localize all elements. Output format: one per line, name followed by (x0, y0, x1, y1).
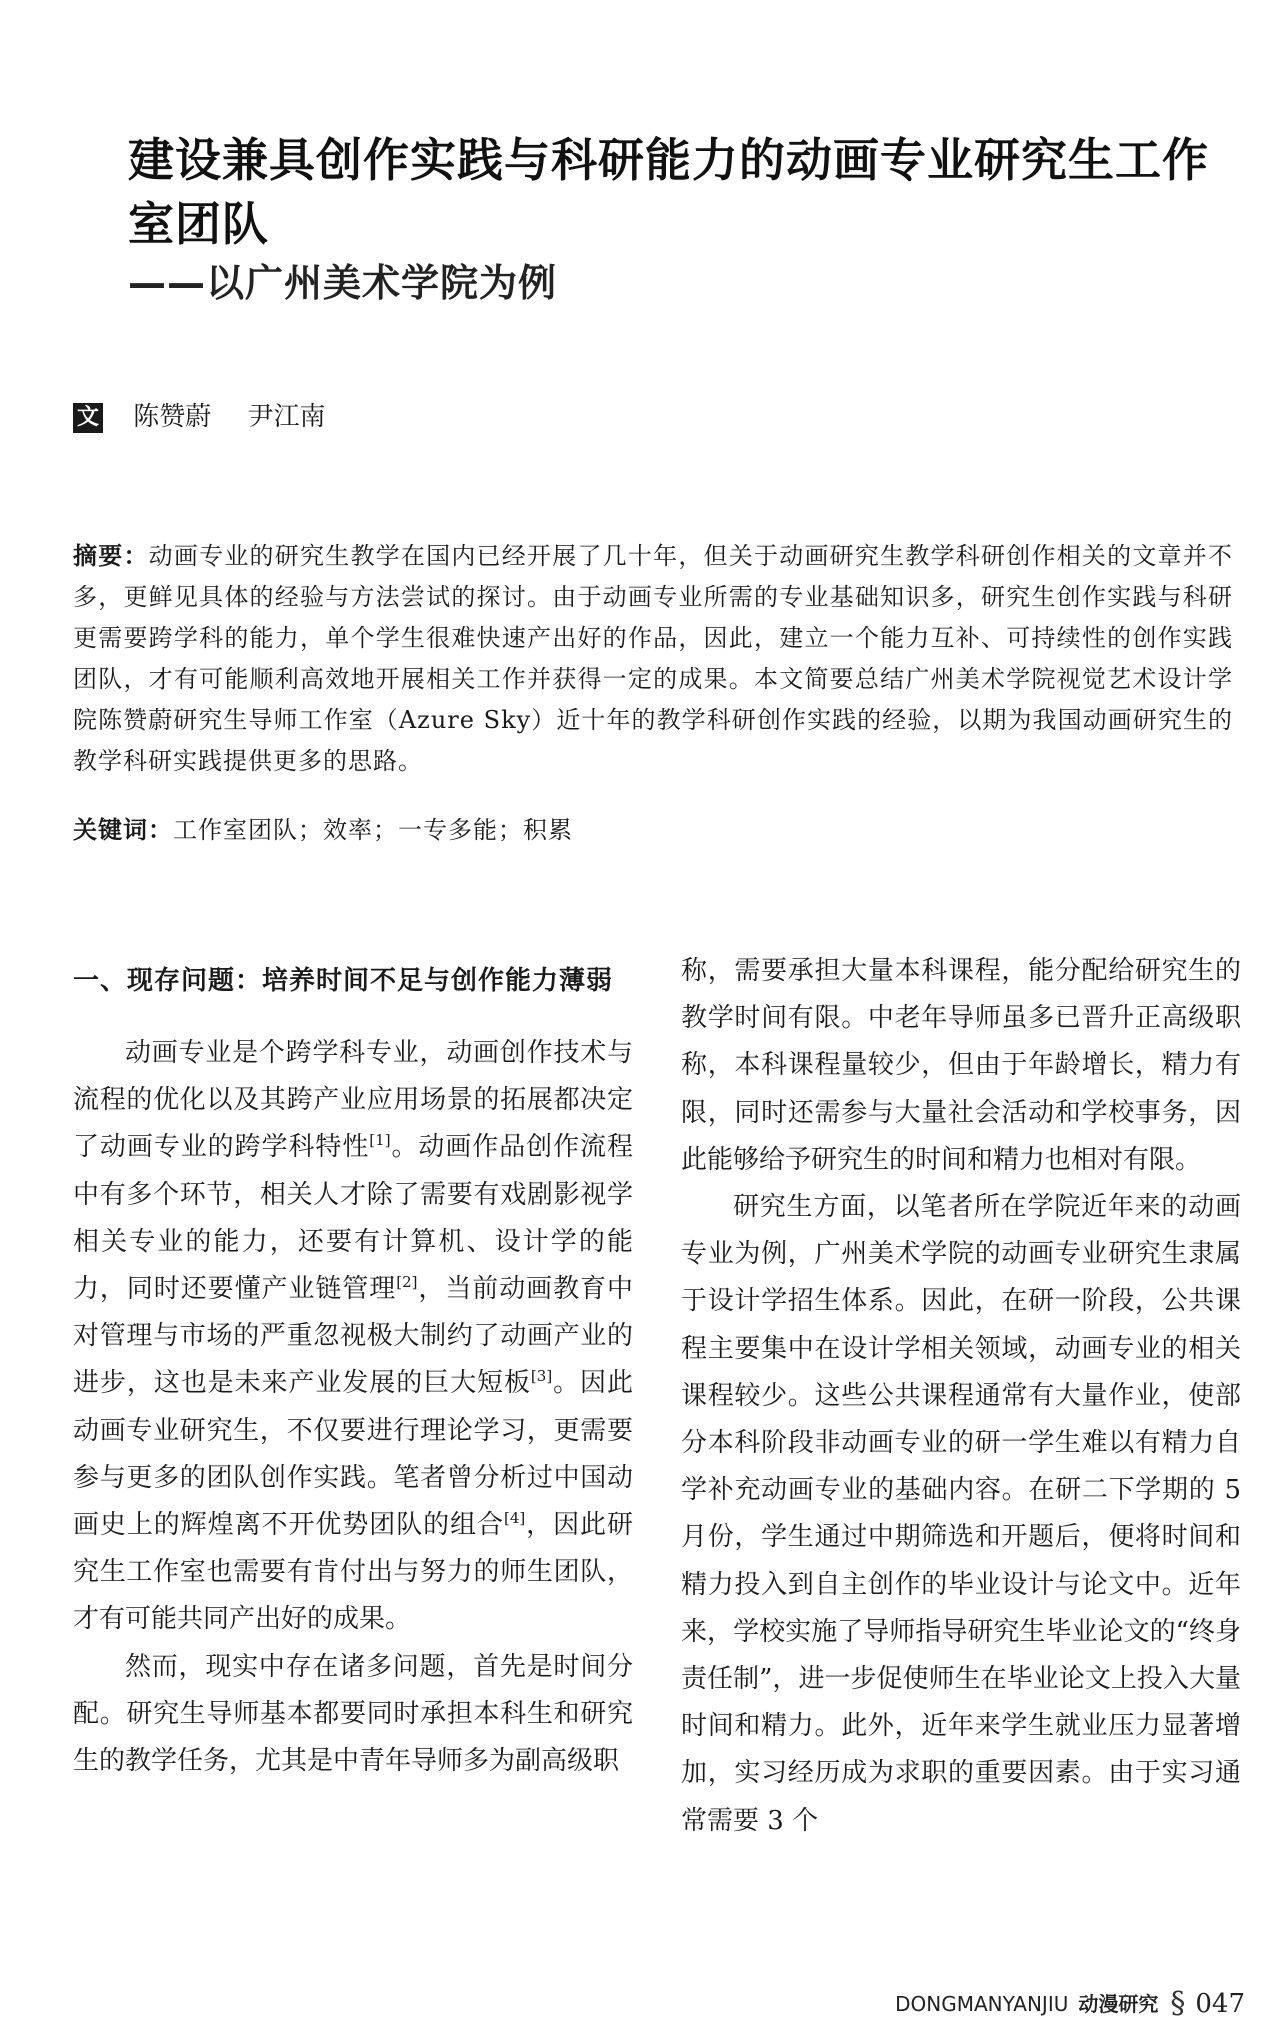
body-paragraph: 研究生方面，以笔者所在学院近年来的动画专业为例，广州美术学院的动画专业研究生隶属于设计学招生体系。因此，在研一阶段，公共课程主要集中在设计学相关领域，动画专业的相关课程较少。这些公共课程通常有大量作业，使部分本科阶段非动画专业的研一学生难以有精力自学补充动画专业的基础内容。在研二下学期的 5 月份，学生通过中期筛选和开题后，便将时间和精力投入到自主创作的毕业设计与论文中。近年来，学校实施了导师指导研究生毕业论文的“终身责任制”，进一步促使师生在毕业论文上投入大量时间和精力。此外，近年来学生就业压力显著增加，实习经历成为求职的重要因素。由于实习通常需要 3 个 (681, 1192, 1241, 1836)
keywords-text: 工作室团队；效率；一专多能；积累 (173, 816, 573, 844)
page-footer (895, 1986, 1245, 2021)
paragraph-text: ，当前动画教育中对管理与市场的严重忽视极大制约了动画产业的进步，这也是未来产业发展的巨大短板 (73, 1274, 633, 1399)
author-name: 陈赞蔚 (133, 402, 212, 432)
byline (73, 400, 354, 434)
paragraph-text: 动画专业是个跨学科专业，动画创作技术与流程的优化以及其跨产业应用场景的拓展都决定了动画专业的跨学科特性 (73, 1038, 633, 1163)
citation-ref: [3] (530, 1367, 553, 1386)
section-heading: 一、现存问题：培养时间不足与创作能力薄弱 (73, 966, 614, 996)
body-column-left (73, 958, 633, 1785)
body-paragraph (73, 1030, 633, 1644)
body-paragraph-continued: 称，需要承担大量本科课程，能分配给研究生的教学时间有限。中老年导师虽多已晋升正高级职称，本科课程量较少，但由于年龄增长，精力有限，同时还需参与大量社会活动和学校事务，因此能够给予研究生的时间和精力也相对有限。 (681, 956, 1241, 1175)
paragraph-text: ，因此研究生工作室也需要有肯付出与努力的师生团队，才有可能共同产出好的成果。 (73, 1510, 633, 1635)
abstract-label: 摘要： (73, 542, 149, 570)
byline-wen-mark: 文 (73, 403, 103, 433)
author-name: 尹江南 (247, 402, 326, 432)
article-subtitle: ——以广州美术学院为例 (128, 261, 558, 305)
footer-ornament-icon: § (1170, 1986, 1186, 2021)
keywords-label: 关键词： (73, 816, 173, 844)
citation-ref: [2] (396, 1273, 418, 1292)
article-title: 建设兼具创作实践与科研能力的动画专业研究生工作室团队 (128, 133, 1209, 251)
magazine-name-chinese: 动漫研究 (1078, 1992, 1159, 2016)
body-paragraph: 然而，现实中存在诸多问题，首先是时间分配。研究生导师基本都要同时承担本科生和研究生的教学任务，尤其是中青年导师多为副高级职 (73, 1651, 633, 1777)
abstract (73, 536, 1233, 782)
paragraph-text: 。动画作品创作流程中有多个环节，相关人才除了需要有戏剧影视学相关专业的能力，还要有计算机、设计学的能力，同时还要懂产业链管理 (73, 1132, 633, 1305)
magazine-name-latin: DONGMANYANJIU (895, 1992, 1069, 2016)
abstract-text: 动画专业的研究生教学在国内已经开展了几十年，但关于动画研究生教学科研创作相关的文章并不多，更鲜见具体的经验与方法尝试的探讨。由于动画专业所需的专业基础知识多，研究生创作实践与科研更需要跨学科的能力，单个学生很难快速产出好的作品，因此，建立一个能力互补、可持续性的创作实践团队，才有可能顺利高效地开展相关工作并获得一定的成果。本文简要总结广州美术学院视觉艺术设计学院陈赞蔚研究生导师工作室（Azure Sky）近十年的教学科研创作实践的经验，以期为我国动画研究生的教学科研实践提供更多的思路。 (73, 542, 1234, 775)
page-number: 047 (1195, 1989, 1245, 2019)
body-column-right (681, 948, 1241, 1845)
keywords (73, 810, 573, 851)
citation-ref: [4] (503, 1509, 526, 1528)
citation-ref: [1] (369, 1131, 391, 1150)
paragraph-text: 。因此动画专业研究生，不仅要进行理论学习，更需要参与更多的团队创作实践。笔者曾分析过中国动画史上的辉煌离不开优势团队的组合 (73, 1368, 633, 1541)
